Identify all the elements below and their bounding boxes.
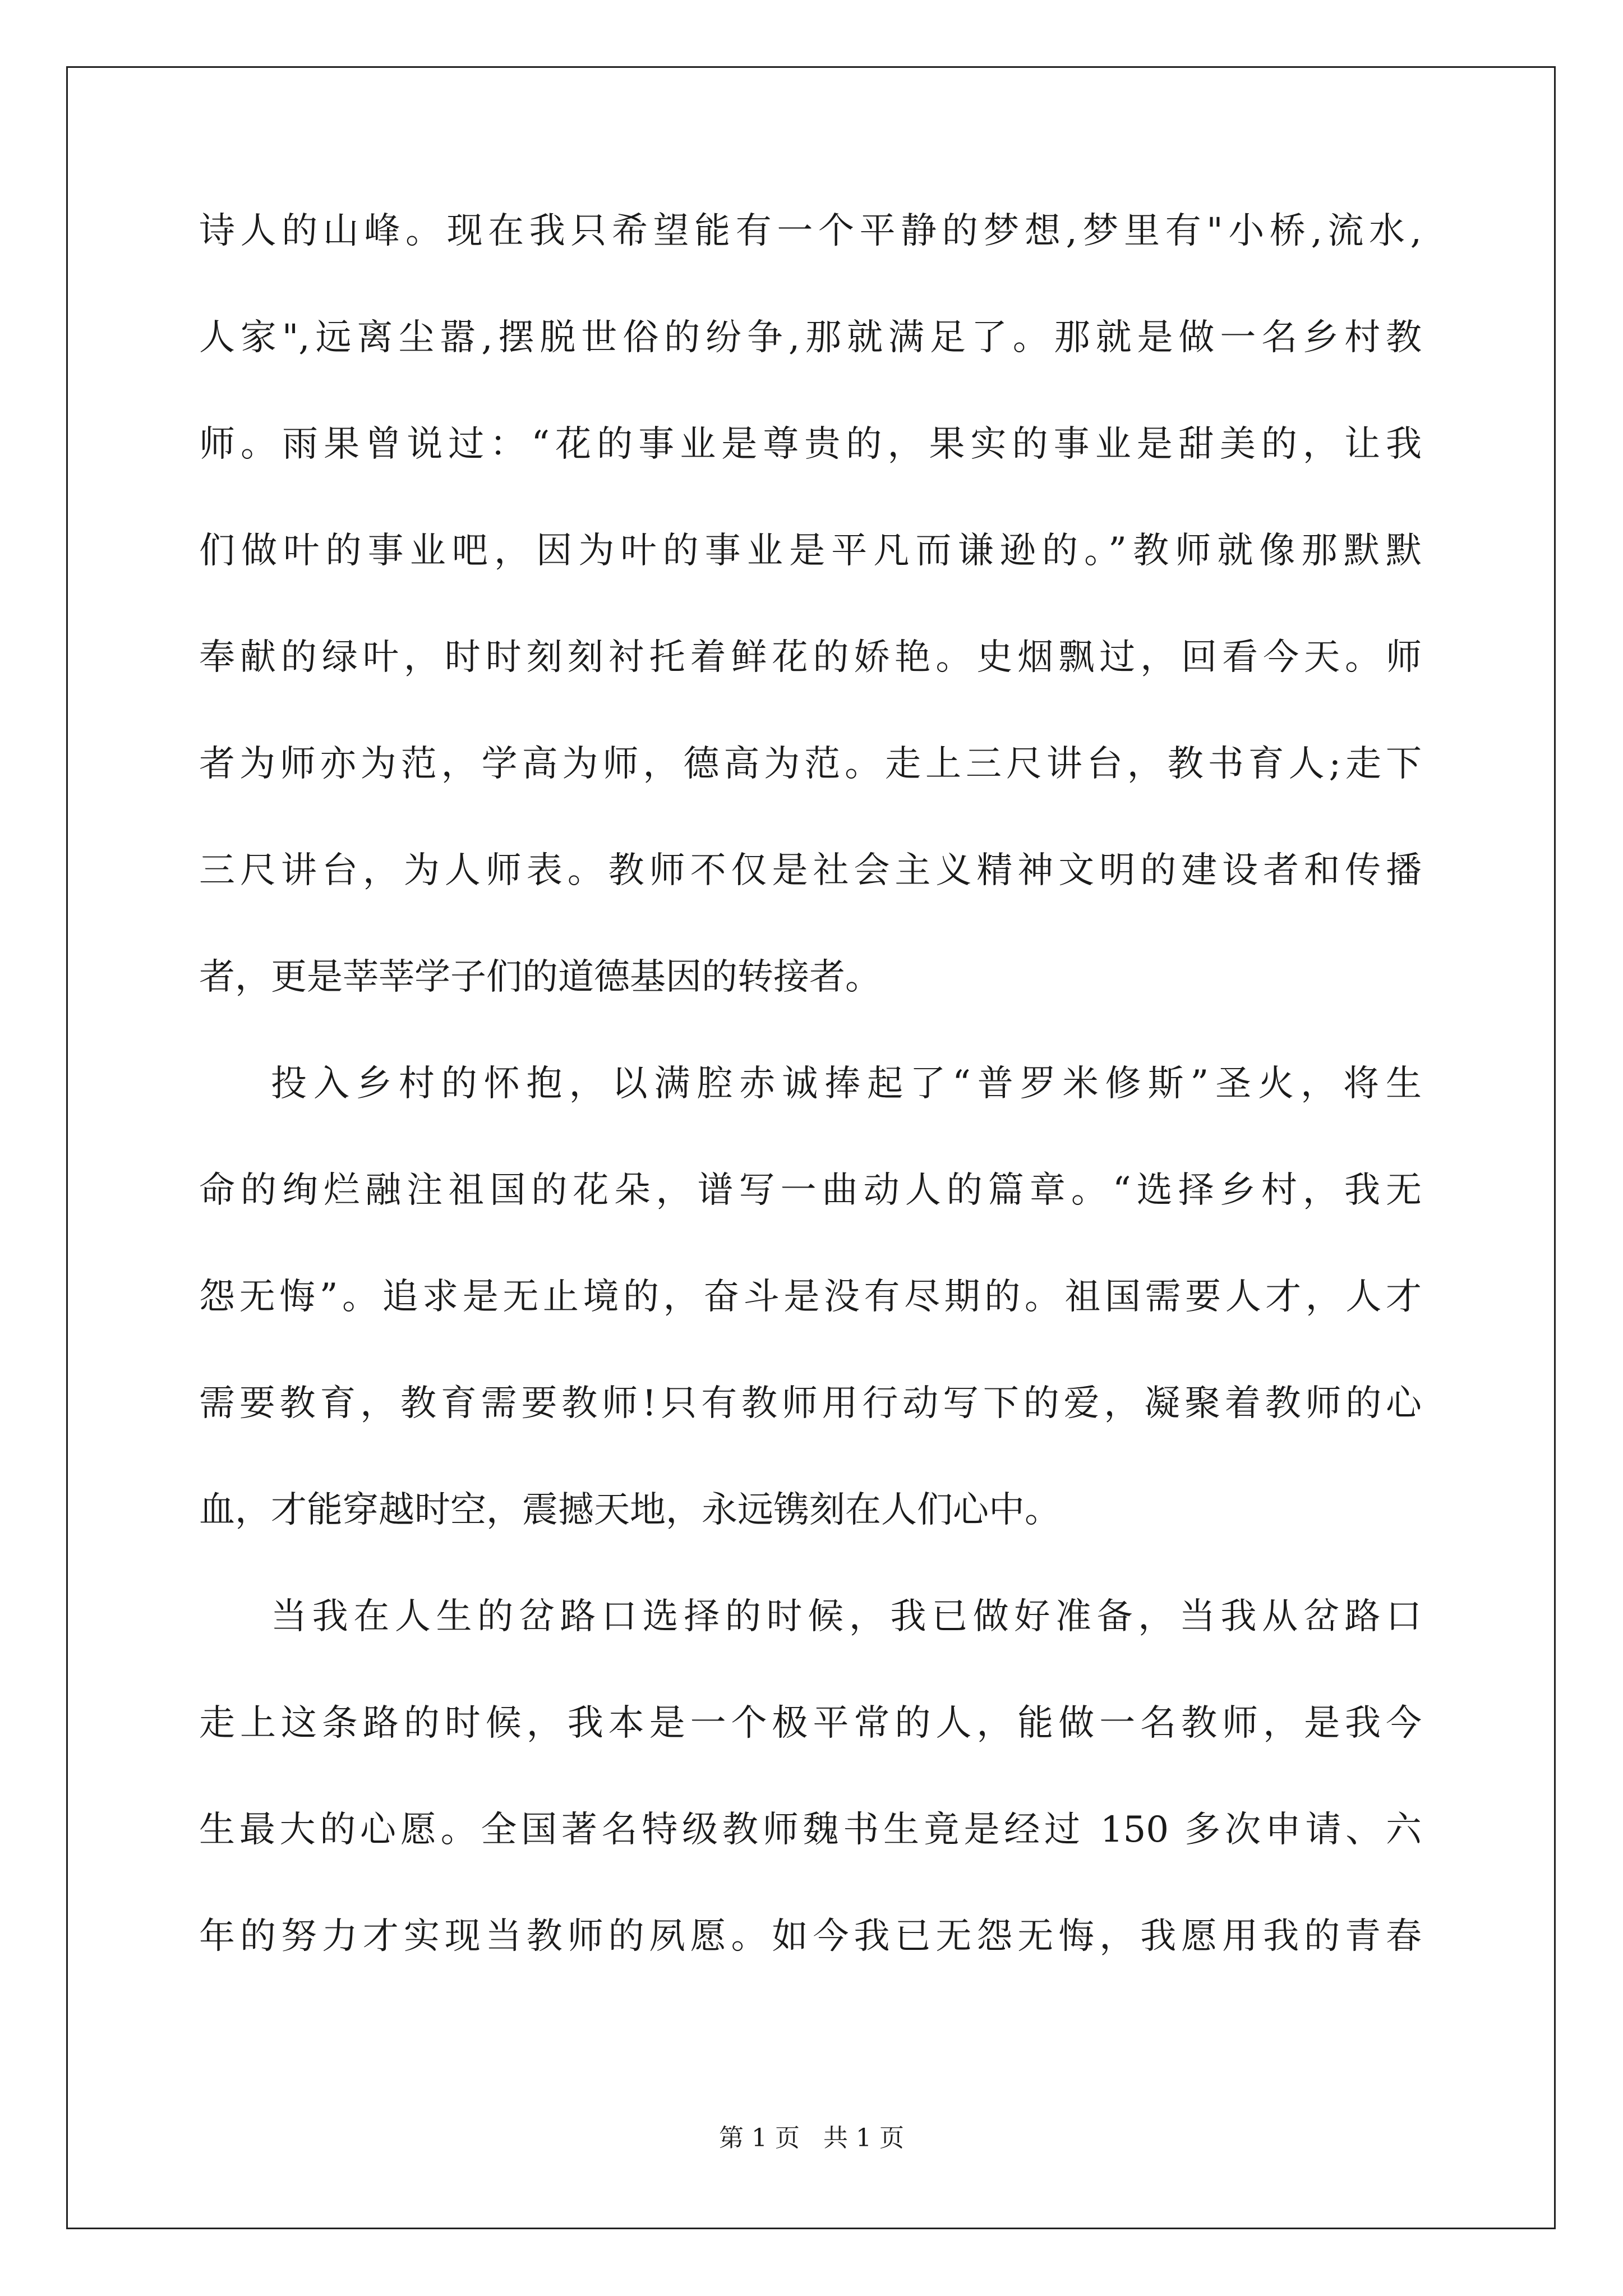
text-line: 师。雨果曾说过：“花的事业是尊贵的，果实的事业是甜美的，让我 <box>199 424 1422 465</box>
text-line: 诗人的山峰。现在我只希望能有一个平静的梦想,梦里有"小桥,流水, <box>199 210 1422 252</box>
text-line: 人家",远离尘嚣,摆脱世俗的纷争,那就满足了。那就是做一名乡村教 <box>199 317 1422 358</box>
text-line: 怨无悔”。追求是无止境的，奋斗是没有尽期的。祖国需要人才，人才 <box>199 1276 1422 1318</box>
paragraph-first-line: 投入乡村的怀抱，以满腔赤诚捧起了“普罗米修斯”圣火，将生 <box>271 1063 1422 1105</box>
text-line: 三尺讲台，为人师表。教师不仅是社会主义精神文明的建设者和传播 <box>199 850 1422 891</box>
text-line: 血，才能穿越时空，震撼天地，永远镌刻在人们心中。 <box>199 1489 1061 1531</box>
text-line: 者，更是莘莘学子们的道德基因的转接者。 <box>199 956 881 998</box>
page-number-footer: 第 1 页 共 1 页 <box>719 2124 904 2152</box>
document-body <box>199 210 1422 2025</box>
text-line: 需要教育，教育需要教师!只有教师用行动写下的爱，凝聚着教师的心 <box>199 1383 1422 1424</box>
text-line: 年的努力才实现当教师的夙愿。如今我已无怨无悔，我愿用我的青春 <box>199 1916 1422 1957</box>
text-line: 者为师亦为范，学高为师，德高为范。走上三尺讲台，教书育人;走下 <box>199 743 1422 785</box>
text-line: 生最大的心愿。全国著名特级教师魏书生竟是经过 150 多次申请、六 <box>199 1809 1422 1851</box>
paragraph-first-line: 当我在人生的岔路口选择的时候，我已做好准备，当我从岔路口 <box>271 1596 1422 1637</box>
text-line: 奉献的绿叶，时时刻刻衬托着鲜花的娇艳。史烟飘过，回看今天。师 <box>199 637 1422 678</box>
text-line: 命的绚烂融注祖国的花朵，谱写一曲动人的篇章。“选择乡村，我无 <box>199 1170 1422 1211</box>
text-line: 们做叶的事业吧，因为叶的事业是平凡而谦逊的。”教师就像那默默 <box>199 530 1422 572</box>
text-line: 走上这条路的时候，我本是一个极平常的人，能做一名教师，是我今 <box>199 1703 1422 1744</box>
